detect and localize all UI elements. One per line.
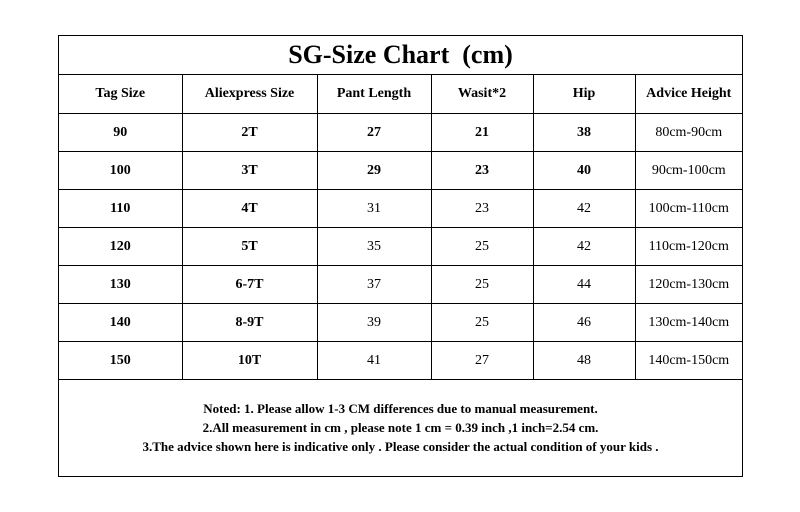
cell-waist: 25 (431, 228, 533, 266)
cell-waist: 21 (431, 114, 533, 152)
table-row (59, 152, 742, 190)
header-aliexpress-size: Aliexpress Size (182, 75, 317, 114)
cell-waist: 25 (431, 266, 533, 304)
cell-pant-length: 27 (317, 114, 431, 152)
cell-aliexpress-size: 4T (182, 190, 317, 228)
cell-tag-size: 110 (59, 190, 182, 228)
cell-tag-size: 140 (59, 304, 182, 342)
cell-pant-length: 41 (317, 342, 431, 380)
cell-waist: 27 (431, 342, 533, 380)
header-pant-length: Pant Length (317, 75, 431, 114)
note-line-1: Noted: 1. Please allow 1-3 CM differences due to manual measurement. (203, 400, 598, 416)
cell-pant-length: 35 (317, 228, 431, 266)
note-line-3: 3.The advice shown here is indicative only . Please consider the actual condition of your kids . (142, 438, 659, 454)
header-tag-size: Tag Size (59, 75, 182, 114)
size-chart (58, 35, 743, 477)
cell-pant-length: 37 (317, 266, 431, 304)
cell-aliexpress-size: 5T (182, 228, 317, 266)
header-hip: Hip (533, 75, 635, 114)
cell-aliexpress-size: 10T (182, 342, 317, 380)
table-row (59, 304, 742, 342)
cell-advice-height: 110cm-120cm (635, 228, 742, 266)
table-row (59, 114, 742, 152)
cell-waist: 23 (431, 190, 533, 228)
cell-aliexpress-size: 2T (182, 114, 317, 152)
note-line-2: 2.All measurement in cm , please note 1 cm = 0.39 inch ,1 inch=2.54 cm. (202, 419, 599, 435)
cell-pant-length: 31 (317, 190, 431, 228)
cell-waist: 23 (431, 152, 533, 190)
cell-advice-height: 130cm-140cm (635, 304, 742, 342)
cell-aliexpress-size: 8-9T (182, 304, 317, 342)
cell-tag-size: 90 (59, 114, 182, 152)
cell-hip: 42 (533, 190, 635, 228)
cell-advice-height: 100cm-110cm (635, 190, 742, 228)
header-waist: Wasit*2 (431, 75, 533, 114)
table-row (59, 228, 742, 266)
cell-waist: 25 (431, 304, 533, 342)
cell-tag-size: 100 (59, 152, 182, 190)
cell-hip: 48 (533, 342, 635, 380)
chart-title: SG-Size Chart (cm) (59, 36, 742, 75)
table-row (59, 342, 742, 380)
cell-advice-height: 80cm-90cm (635, 114, 742, 152)
cell-tag-size: 130 (59, 266, 182, 304)
table-row (59, 266, 742, 304)
cell-pant-length: 39 (317, 304, 431, 342)
cell-advice-height: 140cm-150cm (635, 342, 742, 380)
cell-hip: 46 (533, 304, 635, 342)
cell-advice-height: 120cm-130cm (635, 266, 742, 304)
header-advice-height: Advice Height (635, 75, 742, 114)
cell-tag-size: 150 (59, 342, 182, 380)
cell-aliexpress-size: 6-7T (182, 266, 317, 304)
cell-hip: 38 (533, 114, 635, 152)
cell-hip: 44 (533, 266, 635, 304)
table-row (59, 190, 742, 228)
cell-hip: 40 (533, 152, 635, 190)
cell-pant-length: 29 (317, 152, 431, 190)
cell-advice-height: 90cm-100cm (635, 152, 742, 190)
cell-tag-size: 120 (59, 228, 182, 266)
size-table (59, 75, 742, 380)
notes-section (59, 378, 742, 476)
header-row (59, 75, 742, 114)
cell-hip: 42 (533, 228, 635, 266)
cell-aliexpress-size: 3T (182, 152, 317, 190)
